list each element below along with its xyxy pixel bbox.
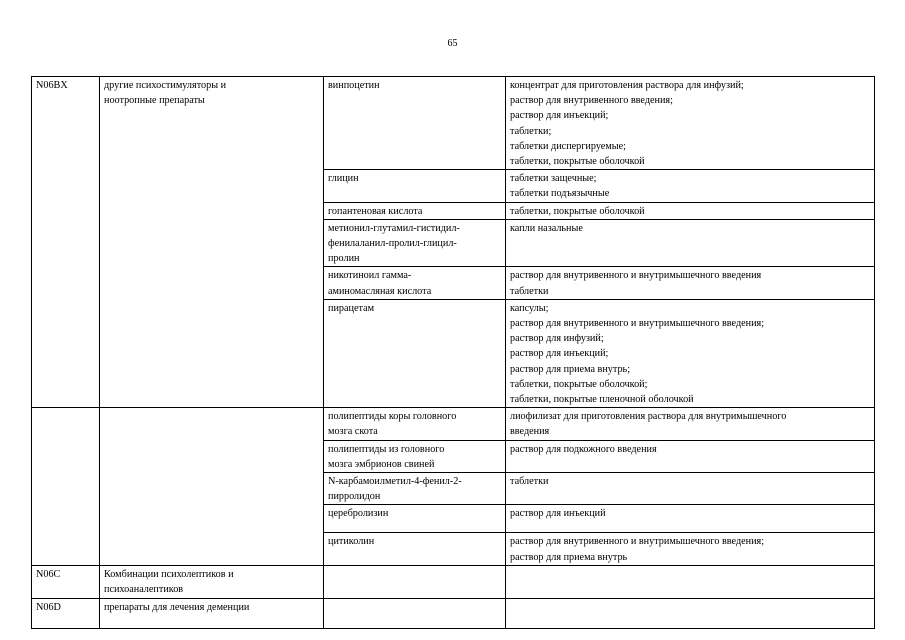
atc-group-cell: Комбинации психолептиков и психоаналептиков xyxy=(100,565,324,598)
dosage-forms-cell: лиофилизат для приготовления раствора для внутримышечного введения xyxy=(506,408,875,440)
table-row xyxy=(32,408,875,440)
page-number: 65 xyxy=(447,38,458,49)
atc-group-cell: препараты для лечения деменции xyxy=(100,598,324,628)
table-row xyxy=(32,565,875,598)
dosage-forms-cell xyxy=(506,598,875,628)
drug-name-cell: N-карбамоилметил-4-фенил-2- пирролидон xyxy=(324,473,506,505)
dosage-forms-cell: капли назальные xyxy=(506,219,875,267)
dosage-forms-cell: раствор для внутривенного и внутримышечного введения; раствор для приема внутрь xyxy=(506,533,875,565)
dosage-forms-cell: раствор для подкожного введения xyxy=(506,440,875,472)
drug-name-cell: метионил-глутамил-гистидил- фенилаланил-пролил-глицил- пролин xyxy=(324,219,506,267)
atc-group-cell xyxy=(100,408,324,566)
drug-name-cell: полипептиды коры головного мозга скота xyxy=(324,408,506,440)
dosage-forms-cell: таблетки, покрытые оболочкой xyxy=(506,202,875,219)
drug-name-cell: церебролизин xyxy=(324,505,506,533)
atc-group-cell: другие психостимуляторы и ноотропные препараты xyxy=(100,77,324,408)
dosage-forms-cell xyxy=(506,565,875,598)
dosage-forms-cell: раствор для внутривенного и внутримышечного введения таблетки xyxy=(506,267,875,299)
atc-code-cell xyxy=(32,408,100,566)
dosage-forms-cell: концентрат для приготовления раствора для инфузий; раствор для внутривенного введения; раствор для инъекций; таблетки; таблетки диспергируемые; таблетки, покрытые оболочкой xyxy=(506,77,875,170)
dosage-forms-cell: таблетки xyxy=(506,473,875,505)
dosage-forms-cell: раствор для инъекций xyxy=(506,505,875,533)
dosage-forms-cell: капсулы; раствор для внутривенного и внутримышечного введения; раствор для инфузий; раствор для инъекций; раствор для приема внутрь; таблетки, покрытые оболочкой; таблетки, покрытые пленочной оболочкой xyxy=(506,299,875,407)
drug-name-cell: никотиноил гамма- аминомасляная кислота xyxy=(324,267,506,299)
drug-table xyxy=(31,76,875,629)
drug-name-cell: полипептиды из головного мозга эмбрионов свиней xyxy=(324,440,506,472)
dosage-forms-cell: таблетки защечные; таблетки подъязычные xyxy=(506,170,875,202)
table-row xyxy=(32,77,875,170)
atc-code-cell: N06BX xyxy=(32,77,100,408)
atc-code-cell: N06D xyxy=(32,598,100,628)
atc-code-cell: N06C xyxy=(32,565,100,598)
drug-name-cell: цитиколин xyxy=(324,533,506,565)
drug-name-cell: пирацетам xyxy=(324,299,506,407)
drug-name-cell: глицин xyxy=(324,170,506,202)
drug-name-cell: гопантеновая кислота xyxy=(324,202,506,219)
drug-name-cell: винпоцетин xyxy=(324,77,506,170)
drug-name-cell xyxy=(324,598,506,628)
table-row xyxy=(32,598,875,628)
drug-name-cell xyxy=(324,565,506,598)
